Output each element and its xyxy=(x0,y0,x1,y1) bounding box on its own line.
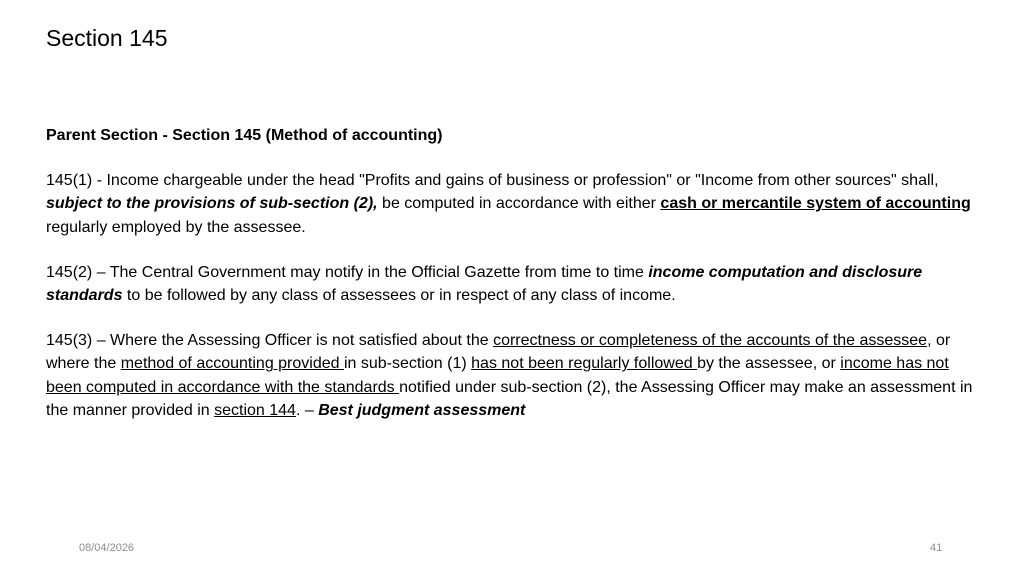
subsection-3-paragraph xyxy=(46,329,976,422)
text-run: . – xyxy=(295,401,319,419)
text-run: notified under sub-section (2), the Assessing Officer may make an assessment in the manner provided in xyxy=(46,378,973,419)
subsection-2-paragraph xyxy=(46,261,976,307)
underline-standards: income has not been computed in accordance with the standards xyxy=(46,355,949,396)
text-run: 145(1) - Income chargeable under the head "Profits and gains of business or profession" or "Income from other sources" shall, xyxy=(46,172,939,190)
text-run: be computed in accordance with either xyxy=(377,195,661,213)
text-run: 145(2) – The Central Government may notify in the Official Gazette from time to time xyxy=(46,263,649,281)
footer-date: 08/04/2026 xyxy=(79,542,135,554)
underline-method: method of accounting provided xyxy=(120,355,344,373)
slide-number: 41 xyxy=(930,542,943,554)
slide-title: Section 145 xyxy=(46,25,168,51)
emphasis-best-judgment: Best judgment assessment xyxy=(318,401,526,419)
underline-section-144: section 144 xyxy=(214,401,296,419)
subsection-1-paragraph xyxy=(46,169,976,239)
text-run: 145(3) – Where the Assessing Officer is not satisfied about the xyxy=(46,332,494,350)
underline-not-followed: has not been regularly followed xyxy=(471,355,698,373)
text-run: to be followed by any class of assessees or in respect of any class of income. xyxy=(122,287,676,305)
slide-body xyxy=(46,124,976,444)
parent-section-heading: Parent Section - Section 145 (Method of accounting) xyxy=(46,127,443,144)
text-run: regularly employed by the assessee. xyxy=(46,218,306,236)
emphasis-standards: income computation and disclosure standards xyxy=(46,263,923,305)
underline-correctness: correctness or completeness of the accounts of the assessee xyxy=(493,332,928,350)
text-run: in sub-section (1) xyxy=(343,355,472,373)
text-run: , or where the xyxy=(46,332,951,373)
text-run: by the assessee, or xyxy=(697,355,841,373)
emphasis-provisions: subject to the provisions of sub-section (2), xyxy=(46,195,378,213)
emphasis-accounting-system: cash or mercantile system of accounting xyxy=(660,195,971,213)
